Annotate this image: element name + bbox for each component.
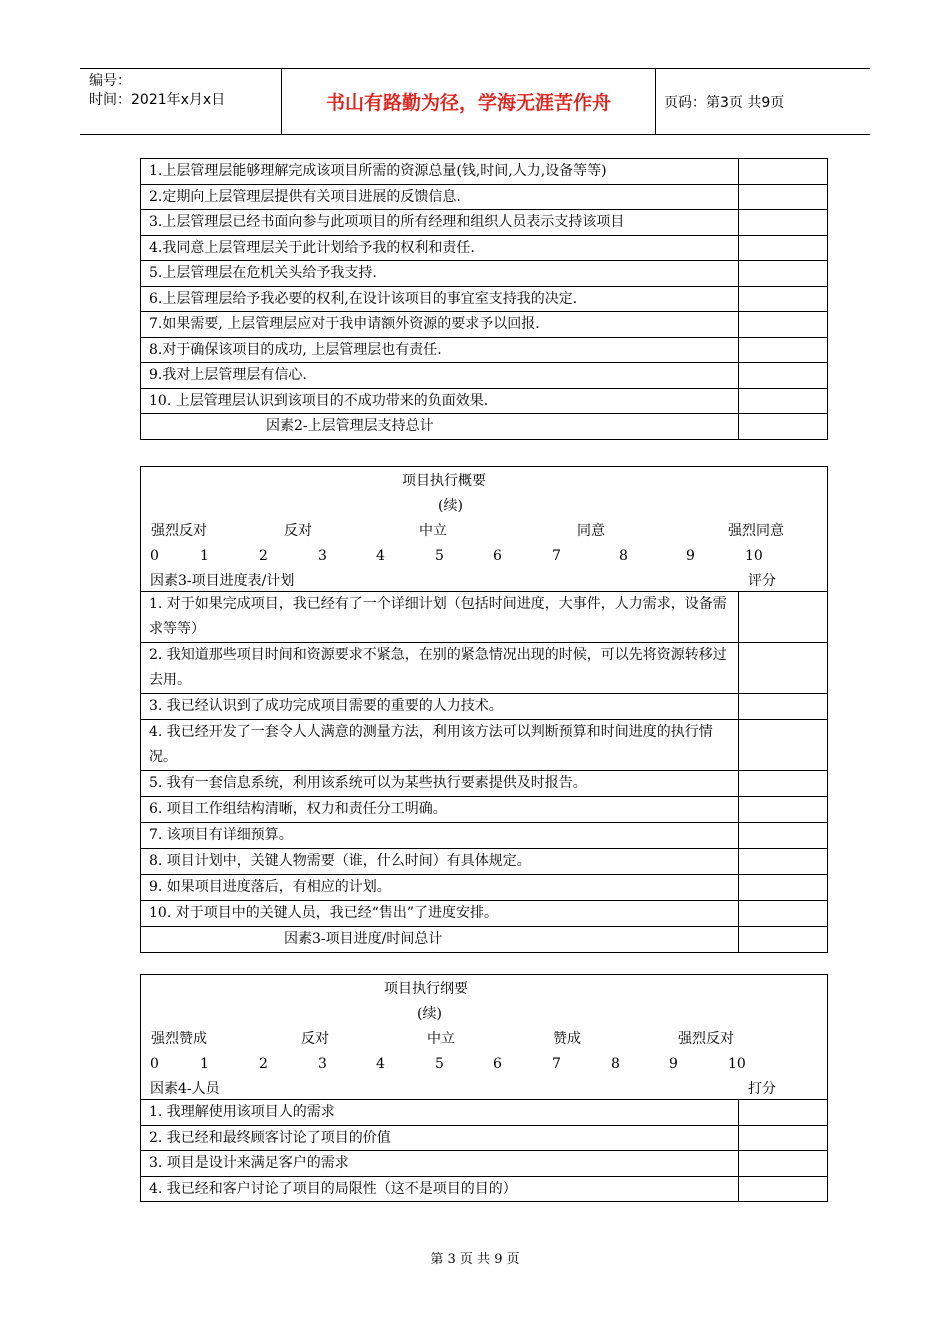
score-cell[interactable] xyxy=(739,337,828,363)
factor3-scale-number: 1 xyxy=(200,548,209,564)
score-cell[interactable] xyxy=(739,694,828,720)
score-cell[interactable] xyxy=(739,1151,828,1177)
factor4-score-label: 打分 xyxy=(748,1081,776,1097)
table-row xyxy=(141,875,828,901)
factor3-scale-number: 6 xyxy=(493,548,502,564)
item-text: 7. 该项目有详细预算。 xyxy=(141,823,739,849)
table-row xyxy=(141,235,828,261)
item-text: 9. 如果项目进度落后，有相应的计划。 xyxy=(141,875,739,901)
score-cell[interactable] xyxy=(739,363,828,389)
factor3-scale-number: 0 xyxy=(150,548,159,564)
score-cell[interactable] xyxy=(739,261,828,287)
factor4-title: 项目执行纲要 xyxy=(384,981,468,997)
factor3-scale-label: 强烈反对 xyxy=(151,523,207,539)
header-motto: 书山有路勤为径，学海无涯苦作舟 xyxy=(282,69,656,134)
factor4-scale-label: 反对 xyxy=(301,1031,329,1047)
total-label: 因素2-上层管理层支持总计 xyxy=(141,414,739,440)
table-row xyxy=(141,261,828,287)
score-cell[interactable] xyxy=(739,1100,828,1126)
factor4-scale-number: 2 xyxy=(259,1056,268,1072)
item-text: 4.我同意上层管理层关于此计划给予我的权利和责任. xyxy=(141,235,739,261)
table-row xyxy=(141,797,828,823)
factor4-scale-number: 1 xyxy=(200,1056,209,1072)
item-text: 5.上层管理层在危机关头给予我支持. xyxy=(141,261,739,287)
factor4-scale-number: 5 xyxy=(435,1056,444,1072)
item-text: 8. 项目计划中，关键人物需要（谁，什么时间）有具体规定。 xyxy=(141,849,739,875)
total-row xyxy=(141,414,828,440)
table-row xyxy=(141,720,828,771)
page-footer: 第 3 页 共 9 页 xyxy=(430,1252,520,1267)
factor3-scale-number: 8 xyxy=(619,548,628,564)
factor3-scale-label: 反对 xyxy=(284,523,312,539)
factor3-scale-number: 4 xyxy=(376,548,385,564)
score-cell[interactable] xyxy=(739,643,828,694)
item-text: 3. 项目是设计来满足客户的需求 xyxy=(141,1151,739,1177)
factor3-scale-label: 同意 xyxy=(577,523,605,539)
factor4-header-row xyxy=(141,975,828,1100)
table-row xyxy=(141,210,828,236)
header-page-info: 页码：第3页 共9页 xyxy=(664,94,785,111)
header-meta xyxy=(80,69,282,134)
score-cell[interactable] xyxy=(739,720,828,771)
item-text: 6.上层管理层给予我必要的权利,在设计该项目的事宜室支持我的决定. xyxy=(141,286,739,312)
factor3-scale-number: 9 xyxy=(686,548,695,564)
table-row xyxy=(141,592,828,643)
page-header xyxy=(80,68,870,135)
item-text: 9.我对上层管理层有信心. xyxy=(141,363,739,389)
table-row xyxy=(141,184,828,210)
factor4-table xyxy=(140,974,828,1202)
table-row xyxy=(141,363,828,389)
item-text: 6. 项目工作组结构清晰，权力和责任分工明确。 xyxy=(141,797,739,823)
total-score-cell[interactable] xyxy=(739,927,828,953)
factor4-scale-number: 0 xyxy=(150,1056,159,1072)
table-row xyxy=(141,337,828,363)
factor3-header-row xyxy=(141,467,828,592)
table-row xyxy=(141,312,828,338)
table-row xyxy=(141,1100,828,1126)
score-cell[interactable] xyxy=(739,592,828,643)
factor4-scale-label: 强烈反对 xyxy=(678,1031,734,1047)
score-cell[interactable] xyxy=(739,286,828,312)
factor4-header xyxy=(141,975,828,1100)
table-row xyxy=(141,159,828,185)
item-text: 8.对于确保该项目的成功, 上层管理层也有责任. xyxy=(141,337,739,363)
factor4-scale-number: 3 xyxy=(318,1056,327,1072)
table-row xyxy=(141,388,828,414)
total-score-cell[interactable] xyxy=(739,414,828,440)
table-row xyxy=(141,694,828,720)
total-label: 因素3-项目进度/时间总计 xyxy=(141,927,739,953)
score-cell[interactable] xyxy=(739,184,828,210)
factor4-scale-label: 赞成 xyxy=(553,1031,581,1047)
table-row xyxy=(141,771,828,797)
item-text: 1. 对于如果完成项目，我已经有了一个详细计划（包括时间进度，大事件，人力需求，设备需求等等） xyxy=(141,592,739,643)
factor4-name: 因素4-人员 xyxy=(150,1081,220,1097)
table-row xyxy=(141,1151,828,1177)
factor3-name: 因素3-项目进度表/计划 xyxy=(150,573,295,589)
item-text: 1. 我理解使用该项目人的需求 xyxy=(141,1100,739,1126)
score-cell[interactable] xyxy=(739,823,828,849)
factor4-scale-label: 强烈赞成 xyxy=(151,1031,207,1047)
score-cell[interactable] xyxy=(739,210,828,236)
score-cell[interactable] xyxy=(739,235,828,261)
factor3-header xyxy=(141,467,828,592)
factor4-scale-number: 7 xyxy=(552,1056,561,1072)
item-text: 4. 我已经和客户讨论了项目的局限性（这不是项目的目的） xyxy=(141,1176,739,1202)
table-row xyxy=(141,286,828,312)
factor3-scale-number: 10 xyxy=(745,548,763,564)
item-text: 2. 我已经和最终顾客讨论了项目的价值 xyxy=(141,1125,739,1151)
factor4-scale-number: 10 xyxy=(728,1056,746,1072)
score-cell[interactable] xyxy=(739,388,828,414)
item-text: 10. 对于项目中的关键人员，我已经“售出”了进度安排。 xyxy=(141,901,739,927)
factor3-scale-number: 2 xyxy=(259,548,268,564)
number-label: 编号： xyxy=(89,73,131,89)
factor3-score-label: 评分 xyxy=(748,573,776,589)
item-text: 5. 我有一套信息系统，利用该系统可以为某些执行要素提供及时报告。 xyxy=(141,771,739,797)
score-cell[interactable] xyxy=(739,797,828,823)
total-row xyxy=(141,927,828,953)
score-cell[interactable] xyxy=(739,312,828,338)
item-text: 4. 我已经开发了一套令人人满意的测量方法，利用该方法可以判断预算和时间进度的执行情况。 xyxy=(141,720,739,771)
score-cell[interactable] xyxy=(739,849,828,875)
factor3-title: 项目执行概要 xyxy=(402,473,486,489)
factor4-cont: (续) xyxy=(417,1006,442,1022)
item-text: 3.上层管理层已经书面向参与此项项目的所有经理和组织人员表示支持该项目 xyxy=(141,210,739,236)
score-cell[interactable] xyxy=(739,875,828,901)
factor3-cont: (续) xyxy=(438,498,463,514)
factor3-table xyxy=(140,466,828,953)
item-text: 10. 上层管理层认识到该项目的不成功带来的负面效果. xyxy=(141,388,739,414)
factor3-scale-number: 3 xyxy=(318,548,327,564)
table-row xyxy=(141,1176,828,1202)
score-cell[interactable] xyxy=(739,771,828,797)
factor4-scale-number: 9 xyxy=(669,1056,678,1072)
item-text: 7.如果需要, 上层管理层应对于我申请额外资源的要求予以回报. xyxy=(141,312,739,338)
factor4-scale-label: 中立 xyxy=(427,1031,455,1047)
factor3-scale-label: 中立 xyxy=(419,523,447,539)
score-cell[interactable] xyxy=(739,901,828,927)
score-cell[interactable] xyxy=(739,159,828,185)
factor2-table xyxy=(140,158,828,440)
table-row xyxy=(141,849,828,875)
factor4-scale-number: 8 xyxy=(611,1056,620,1072)
table-row xyxy=(141,1125,828,1151)
table-row xyxy=(141,823,828,849)
factor4-scale-number: 4 xyxy=(376,1056,385,1072)
factor3-scale-label: 强烈同意 xyxy=(728,523,784,539)
factor3-scale-number: 7 xyxy=(552,548,561,564)
score-cell[interactable] xyxy=(739,1176,828,1202)
item-text: 2. 我知道那些项目时间和资源要求不紧急，在别的紧急情况出现的时候，可以先将资源转移过去用。 xyxy=(141,643,739,694)
time-label: 时间：2021年x月x日 xyxy=(89,92,226,108)
item-text: 3. 我已经认识到了成功完成项目需要的重要的人力技术。 xyxy=(141,694,739,720)
factor3-scale-number: 5 xyxy=(435,548,444,564)
item-text: 2.定期向上层管理层提供有关项目进展的反馈信息. xyxy=(141,184,739,210)
item-text: 1.上层管理层能够理解完成该项目所需的资源总量(钱,时间,人力,设备等等) xyxy=(141,159,739,185)
factor4-scale-number: 6 xyxy=(493,1056,502,1072)
score-cell[interactable] xyxy=(739,1125,828,1151)
table-row xyxy=(141,901,828,927)
table-row xyxy=(141,643,828,694)
